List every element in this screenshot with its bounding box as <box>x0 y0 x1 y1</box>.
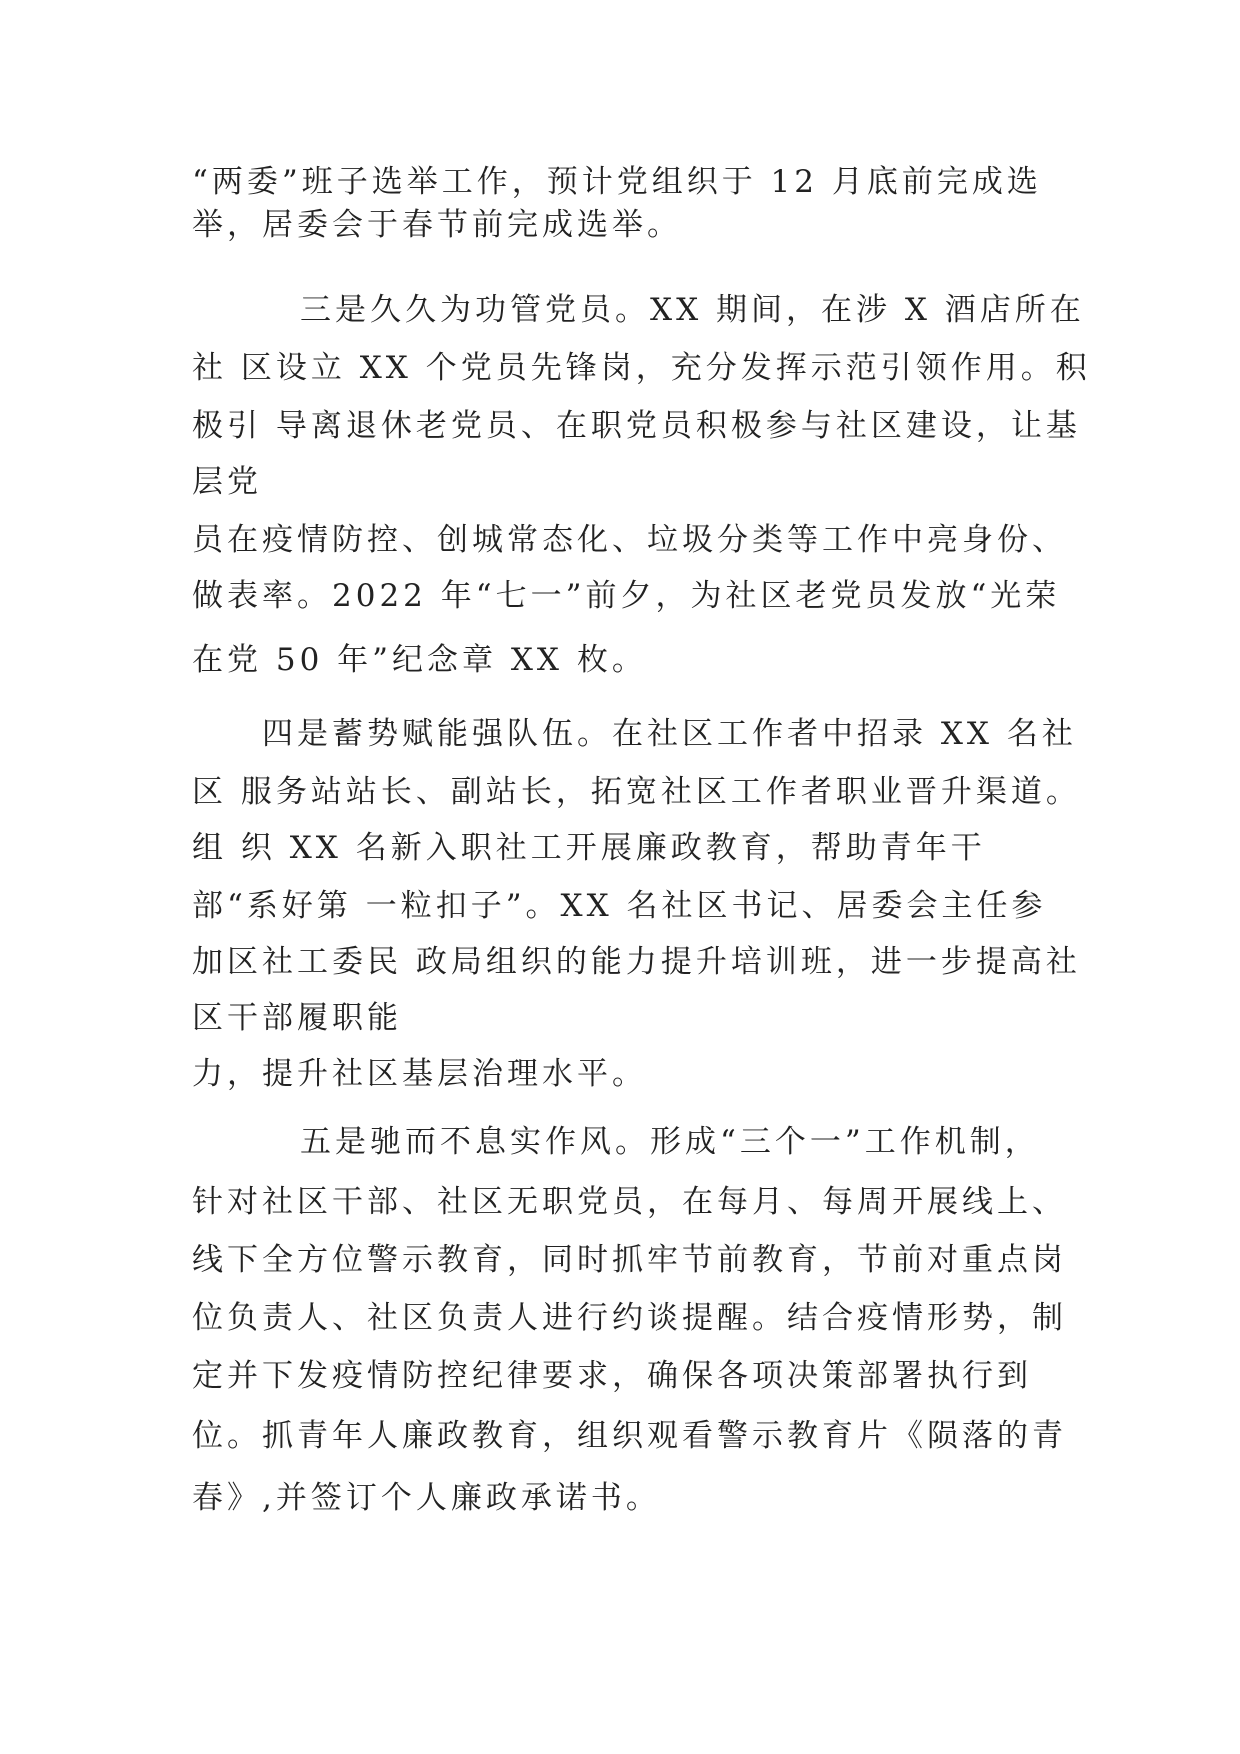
text-line: 位负责人、社区负责人进行约谈提醒。结合疫情形势，制 <box>192 1300 1067 1336</box>
paragraph-start-line: 五是驰而不息实作风。形成“三个一”工作机制， <box>300 1124 1040 1160</box>
text-line: 区 服务站站长、副站长，拓宽社区工作者职业晋升渠道。 <box>192 774 1081 810</box>
text-line: 做表率。2022 年“七一”前夕，为社区老党员发放“光荣 <box>192 578 1061 614</box>
text-line: 力，提升社区基层治理水平。 <box>192 1056 647 1092</box>
text-line: 线下全方位警示教育，同时抓牢节前教育，节前对重点岗 <box>192 1242 1067 1278</box>
paragraph-start-line: 四是蓄势赋能强队伍。在社区工作者中招录 XX 名社 <box>262 716 1077 752</box>
text-line: 极引 导离退休老党员、在职党员积极参与社区建设，让基 <box>192 408 1081 444</box>
text-line: 举，居委会于春节前完成选举。 <box>192 207 682 243</box>
text-line: 组 织 XX 名新入职社工开展廉政教育，帮助青年干 <box>192 830 986 866</box>
text-line: 位。抓青年人廉政教育，组织观看警示教育片《陨落的青 <box>192 1418 1067 1454</box>
text-line: 社 区设立 XX 个党员先锋岗，充分发挥示范引领作用。积 <box>192 350 1091 386</box>
text-line: “两委”班子选举工作，预计党组织于 12 月底前完成选 <box>192 164 1042 200</box>
text-line: 在党 50 年”纪念章 XX 枚。 <box>192 642 647 678</box>
text-line: 春》,并签订个人廉政承诺书。 <box>192 1480 661 1516</box>
paragraph-start-line: 三是久久为功管党员。XX 期间，在涉 X 酒店所在 <box>300 292 1085 328</box>
text-line: 层党 <box>192 464 262 500</box>
text-line: 部“系好第 一粒扣子”。XX 名社区书记、居委会主任参 <box>192 888 1047 924</box>
text-line: 员在疫情防控、创城常态化、垃圾分类等工作中亮身份、 <box>192 522 1067 558</box>
text-line: 区干部履职能 <box>192 1000 402 1036</box>
text-line: 针对社区干部、社区无职党员，在每月、每周开展线上、 <box>192 1184 1067 1220</box>
text-line: 加区社工委民 政局组织的能力提升培训班，进一步提高社 <box>192 944 1081 980</box>
text-line: 定并下发疫情防控纪律要求，确保各项决策部署执行到 <box>192 1358 1032 1394</box>
